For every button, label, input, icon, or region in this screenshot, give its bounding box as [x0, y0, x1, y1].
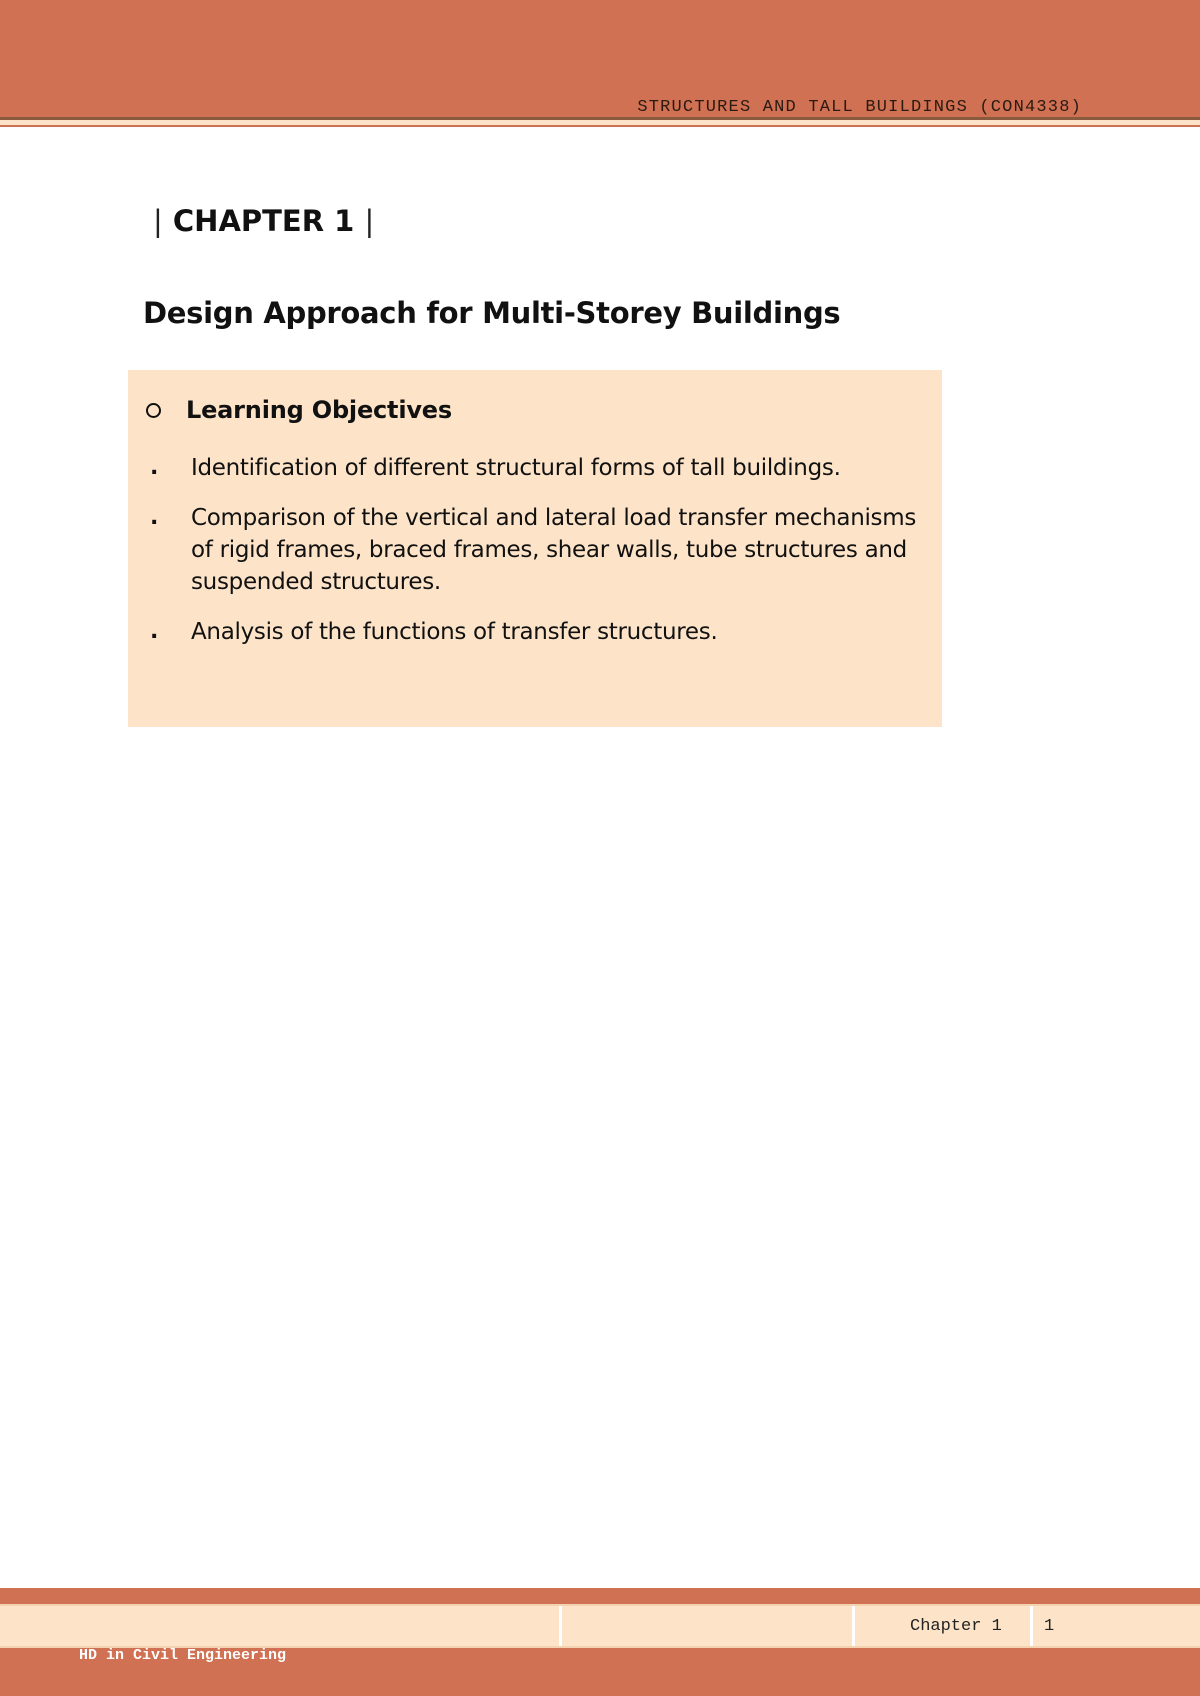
objectives-list [128, 452, 942, 666]
learning-objectives-panel [128, 370, 942, 727]
chapter-bar-right: | [364, 204, 375, 238]
chapter-number: CHAPTER 1 [172, 204, 355, 238]
objective-text: Identification of different structural forms of tall buildings. [191, 455, 841, 481]
footer-divider [1030, 1606, 1033, 1646]
footer-chapter-label: Chapter 1 [910, 1617, 1002, 1636]
hollow-circle-icon [146, 403, 161, 418]
objective-text: Comparison of the vertical and lateral load transfer mechanisms of rigid frames, braced frames, shear walls, tube structures and suspended structures. [191, 505, 917, 595]
chapter-label [153, 204, 374, 238]
objective-item [128, 616, 942, 648]
objective-item [128, 452, 942, 484]
footer-band-top [0, 1588, 1200, 1604]
footer-divider [559, 1606, 562, 1646]
bullet-dot-icon: . [150, 505, 159, 530]
footer-course-name: HD in Civil Engineering [79, 1647, 287, 1664]
footer-divider [852, 1606, 855, 1646]
running-title: STRUCTURES AND TALL BUILDINGS (CON4338) [637, 98, 1082, 117]
page-number: 1 [1044, 1617, 1055, 1636]
header-rule-thin [0, 125, 1200, 127]
objectives-header [146, 396, 452, 424]
footer-strip [0, 1604, 1200, 1648]
bullet-dot-icon: . [150, 619, 159, 644]
objective-item [128, 502, 942, 598]
objectives-heading: Learning Objectives [186, 396, 452, 424]
chapter-title: Design Approach for Multi-Storey Buildings [143, 296, 841, 330]
chapter-bar-left: | [153, 204, 163, 238]
objective-text: Analysis of the functions of transfer structures. [191, 619, 718, 645]
bullet-dot-icon: . [150, 455, 159, 480]
